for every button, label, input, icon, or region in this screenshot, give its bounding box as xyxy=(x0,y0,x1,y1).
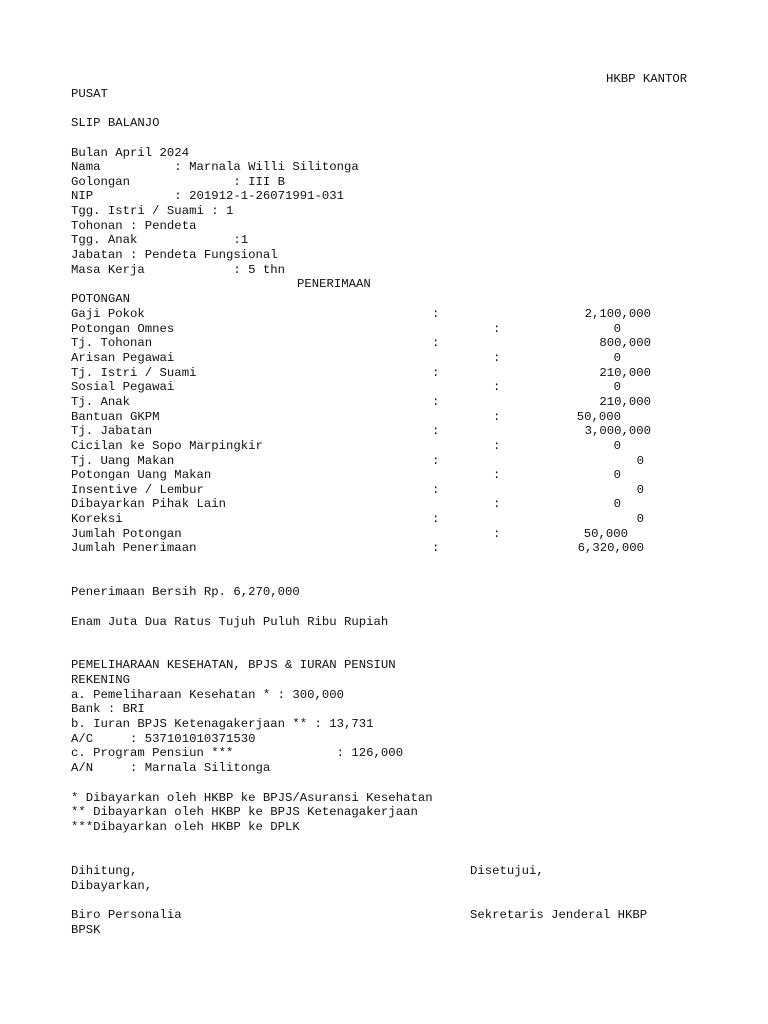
table-row-colon: : xyxy=(432,394,440,409)
bank-name: Bank : BRI xyxy=(71,702,145,716)
table-row-colon: : xyxy=(432,424,440,439)
table-row-colon: : xyxy=(432,541,440,556)
pension-contribution: c. Program Pensiun *** : 126,000 xyxy=(71,746,404,760)
signature-approved-label: Disetujui, xyxy=(470,864,544,878)
table-row-colon: : xyxy=(432,453,440,468)
bpjs-contribution: b. Iuran BPJS Ketenagakerjaan ** : 13,731 xyxy=(71,717,374,731)
employee-grade: Golongan : III B xyxy=(71,175,286,189)
table-row-value: 0 xyxy=(636,482,644,497)
table-row-colon: : xyxy=(493,497,501,512)
table-row-colon: : xyxy=(493,350,501,365)
table-row-label: Jumlah Potongan xyxy=(71,526,182,541)
table-row-value: 210,000 xyxy=(599,394,651,409)
slip-title: SLIP BALANJO xyxy=(71,116,160,130)
account-number: A/C : 537101010371530 xyxy=(71,732,256,746)
account-name: A/N : Marnala Silitonga xyxy=(71,761,271,775)
table-row-colon: : xyxy=(432,365,440,380)
employee-office: Tohonan : Pendeta xyxy=(71,219,197,233)
note-health: * Dibayarkan oleh HKBP ke BPJS/Asuransi Kesehatan xyxy=(71,791,433,805)
org-name-line2: PUSAT xyxy=(71,87,108,101)
table-row-value: 800,000 xyxy=(599,336,651,351)
signature-left-title: Biro Personalia xyxy=(71,908,182,922)
health-contribution: a. Pemeliharaan Kesehatan * : 300,000 xyxy=(71,688,345,702)
table-row-value: 50,000 xyxy=(583,526,628,541)
table-row-value: 0 xyxy=(636,453,644,468)
table-row-label: Tj. Uang Makan xyxy=(71,453,175,468)
net-pay-in-words: Enam Juta Dua Ratus Tujuh Puluh Ribu Rupiah xyxy=(71,615,389,629)
table-row-label: Tj. Jabatan xyxy=(71,424,153,439)
employee-children: Tgg. Anak :1 xyxy=(71,233,249,247)
signature-counted-label: Dihitung, xyxy=(71,864,138,878)
table-row-colon: : xyxy=(493,526,501,541)
signature-paid-label: Dibayarkan, xyxy=(71,879,153,893)
table-row-colon: : xyxy=(432,512,440,527)
table-row-label: Potongan Omnes xyxy=(71,321,175,336)
employee-tenure: Masa Kerja : 5 thn xyxy=(71,263,286,277)
org-name-line1: HKBP KANTOR xyxy=(606,72,688,86)
table-row-value: 0 xyxy=(613,380,621,395)
note-bpjs: ** Dibayarkan oleh HKBP ke BPJS Ketenagakerjaan xyxy=(71,805,418,819)
table-row-colon: : xyxy=(432,307,440,321)
benefits-heading: PEMELIHARAAN KESEHATAN, BPJS & IURAN PENSIUN xyxy=(71,658,396,672)
table-row-label: Potongan Uang Makan xyxy=(71,468,212,483)
table-row-value: 6,320,000 xyxy=(577,541,644,556)
signature-right-title: Sekretaris Jenderal HKBP xyxy=(470,908,648,922)
table-row-value: 2,100,000 xyxy=(584,307,651,321)
table-row-label: Arisan Pegawai xyxy=(71,350,175,365)
table-row-colon: : xyxy=(493,380,501,395)
table-row-colon: : xyxy=(432,482,440,497)
table-row-label: Tj. Istri / Suami xyxy=(71,365,197,380)
table-row-label: Dibayarkan Pihak Lain xyxy=(71,497,226,512)
note-pension: ***Dibayarkan oleh HKBP ke DPLK xyxy=(71,820,300,834)
table-row-colon: : xyxy=(493,438,501,453)
table-row-label: Koreksi xyxy=(71,512,123,527)
deduction-heading: POTONGAN xyxy=(71,292,131,306)
table-row-value: 0 xyxy=(636,512,644,527)
table-row-value: 3,000,000 xyxy=(584,424,651,439)
table-row-label: Tj. Anak xyxy=(71,394,131,409)
table-row-label: Sosial Pegawai xyxy=(71,380,175,395)
table-row-label: Tj. Tohonan xyxy=(71,336,153,351)
period: Bulan April 2024 xyxy=(71,146,190,160)
table-row-label: Insentive / Lembur xyxy=(71,482,204,497)
table-row-value: 210,000 xyxy=(599,365,651,380)
net-pay-amount: Penerimaan Bersih Rp. 6,270,000 xyxy=(71,585,300,599)
table-row-value: 0 xyxy=(613,321,621,336)
account-heading: REKENING xyxy=(71,673,131,687)
table-row-label: Bantuan GKPM xyxy=(71,409,160,424)
employee-position: Jabatan : Pendeta Fungsional xyxy=(71,248,278,262)
table-row-value: 0 xyxy=(613,438,621,453)
table-row-colon: : xyxy=(493,321,501,336)
table-row-colon: : xyxy=(493,409,501,424)
table-row-value: 50,000 xyxy=(576,409,621,424)
table-row-value: 0 xyxy=(613,468,621,483)
table-row-label: Gaji Pokok xyxy=(71,307,145,321)
table-row-colon: : xyxy=(493,468,501,483)
table-row-colon: : xyxy=(432,336,440,351)
employee-spouse: Tgg. Istri / Suami : 1 xyxy=(71,204,234,218)
table-row-label: Jumlah Penerimaan xyxy=(71,541,197,556)
employee-nip: NIP : 201912-1-26071991-031 xyxy=(71,189,345,203)
table-row-value: 0 xyxy=(613,497,621,512)
income-heading: PENERIMAAN xyxy=(297,277,371,291)
signature-left-unit: BPSK xyxy=(71,923,101,937)
table-row-value: 0 xyxy=(613,350,621,365)
employee-name: Nama : Marnala Willi Silitonga xyxy=(71,160,359,174)
table-row-label: Cicilan ke Sopo Marpingkir xyxy=(71,438,263,453)
